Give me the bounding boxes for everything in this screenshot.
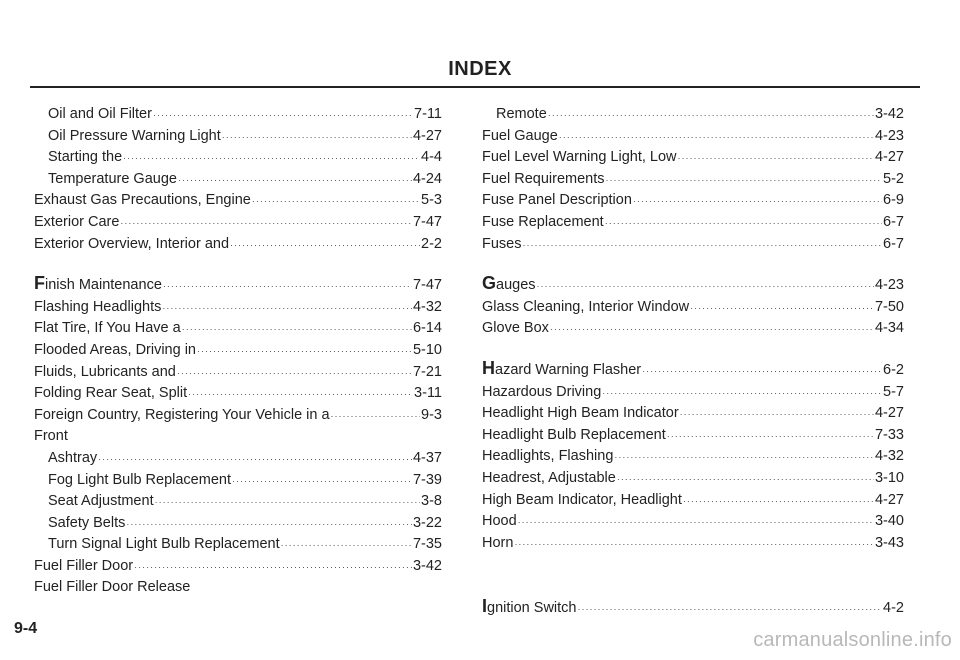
index-entry-page: 4-32	[412, 298, 442, 315]
index-entry-label: High Beam Indicator, Headlight	[482, 491, 682, 508]
index-entry-page: 3-8	[421, 493, 442, 510]
index-entry-page: 4-23	[874, 277, 904, 294]
index-entry-label: Fuses	[482, 235, 522, 252]
index-entry-page: 4-27	[412, 127, 442, 144]
index-entry	[482, 446, 904, 468]
index-entry-label: Exterior Care	[34, 213, 120, 230]
index-entry	[34, 470, 442, 492]
dot-leader	[667, 426, 874, 448]
index-entry	[482, 490, 904, 512]
index-entry	[34, 212, 442, 234]
index-entry	[34, 104, 442, 126]
index-entry	[34, 126, 442, 148]
index-entry	[482, 212, 904, 234]
index-entry-page: 7-50	[874, 298, 904, 315]
index-entry-page: 3-42	[412, 557, 442, 574]
index-entry-label: Hazard Warning Flasher	[482, 357, 642, 378]
dot-leader	[331, 406, 420, 428]
index-entry-page: 3-11	[414, 385, 442, 402]
index-entry-label: Fluids, Lubricants and	[34, 363, 176, 380]
index-entry	[34, 362, 442, 384]
index-entry-page: 4-27	[874, 149, 904, 166]
index-entry-page: 4-32	[874, 448, 904, 465]
index-entry-label: Turn Signal Light Bulb Replacement	[48, 536, 280, 553]
index-entry	[34, 318, 442, 340]
dot-leader	[642, 361, 882, 383]
index-entry-label: Fuel Level Warning Light, Low	[482, 149, 677, 166]
index-entry-label: Ashtray	[48, 449, 98, 466]
dot-leader	[120, 213, 412, 235]
dot-leader	[126, 514, 412, 536]
index-entry-page: 3-43	[874, 534, 904, 551]
index-entry	[34, 234, 442, 256]
page-number: 9-4	[14, 620, 38, 637]
index-entry	[482, 425, 904, 447]
index-entry-page: 9-3	[421, 406, 442, 423]
index-entry-label: Front	[34, 428, 68, 445]
dot-leader	[678, 148, 874, 170]
index-entry-page: 7-47	[412, 213, 442, 230]
dot-leader	[680, 404, 874, 426]
dot-leader	[252, 191, 420, 213]
index-entry-label: Fuse Replacement	[482, 213, 604, 230]
index-entry-label: Glove Box	[482, 320, 549, 337]
index-entry-label: Foreign Country, Registering Your Vehicle in a	[34, 406, 330, 423]
dot-leader	[614, 447, 874, 469]
index-entry	[482, 126, 904, 148]
index-entry	[34, 190, 442, 212]
index-entry	[482, 533, 904, 555]
dot-leader	[548, 105, 874, 127]
dot-leader	[514, 534, 874, 556]
dot-leader	[537, 276, 874, 298]
section-initial: I	[482, 596, 488, 617]
index-entry-page: 5-2	[883, 170, 904, 187]
index-entry-label: Seat Adjustment	[48, 493, 154, 510]
index-right-column	[482, 104, 904, 620]
page-title: INDEX	[448, 58, 512, 80]
index-entry	[482, 169, 904, 191]
dot-leader	[577, 599, 882, 621]
index-entry-page: 6-7	[883, 213, 904, 230]
index-entry-label: Exterior Overview, Interior and	[34, 235, 230, 252]
title-rule	[30, 86, 920, 88]
index-entry-label: Flat Tire, If You Have a	[34, 320, 181, 337]
index-entry	[34, 426, 442, 448]
index-entry	[482, 147, 904, 169]
index-entry-label: Headrest, Adjustable	[482, 469, 616, 486]
index-entry	[34, 340, 442, 362]
index-entry-label: Fuel Requirements	[482, 170, 605, 187]
dot-leader	[162, 298, 412, 320]
index-entry	[482, 234, 904, 256]
dot-leader	[606, 170, 883, 192]
index-entry-page: 7-21	[412, 363, 442, 380]
index-entry-label: Fuse Panel Description	[482, 192, 632, 209]
index-entry	[482, 357, 904, 382]
index-entry-page: 5-10	[412, 341, 442, 358]
dot-leader	[617, 469, 874, 491]
dot-leader	[155, 492, 420, 514]
index-entry-label: Fuel Filler Door Release	[34, 579, 191, 596]
index-entry-page: 7-33	[874, 426, 904, 443]
index-entry-label: Headlight High Beam Indicator	[482, 405, 679, 422]
index-entry-page: 2-2	[421, 235, 442, 252]
index-entry-label: Fog Light Bulb Replacement	[48, 471, 231, 488]
index-entry-page: 6-7	[883, 235, 904, 252]
index-entry-label: Finish Maintenance	[34, 273, 162, 294]
index-entry-label: Starting the	[48, 149, 123, 166]
index-entry-page: 4-37	[412, 449, 442, 466]
dot-leader	[177, 363, 412, 385]
index-entry	[482, 382, 904, 404]
index-entry-label: Remote	[496, 106, 547, 122]
index-entry	[34, 275, 442, 297]
index-entry	[34, 577, 442, 599]
section-initial: F	[34, 273, 45, 294]
index-entry-label: Hazardous Driving	[482, 383, 602, 400]
index-entry	[34, 169, 442, 191]
index-entry-page: 7-11	[414, 106, 442, 122]
dot-leader	[134, 557, 412, 579]
dot-leader	[98, 449, 412, 471]
index-entry-label: Safety Belts	[48, 514, 126, 531]
index-entry-page: 3-42	[874, 106, 904, 122]
dot-leader	[690, 298, 874, 320]
index-entry-page: 5-7	[883, 383, 904, 400]
index-entry-page: 7-35	[412, 536, 442, 553]
index-entry-page: 4-2	[883, 600, 904, 617]
index-entry-label: Gauges	[482, 273, 536, 294]
index-entry	[482, 468, 904, 490]
index-entry	[34, 556, 442, 578]
index-entry-page: 5-3	[421, 192, 442, 209]
dot-leader	[230, 235, 420, 257]
index-entry-page: 3-40	[874, 513, 904, 530]
index-entry-label: Folding Rear Seat, Split	[34, 385, 188, 402]
index-entry	[34, 405, 442, 427]
watermark: carmanualsonline.info	[753, 629, 952, 651]
dot-leader	[602, 383, 882, 405]
index-entry-label: Temperature Gauge	[48, 170, 177, 187]
index-entry-label: Exhaust Gas Precautions, Engine	[34, 192, 251, 209]
dot-leader	[281, 535, 412, 557]
index-entry	[34, 534, 442, 556]
index-entry-page: 4-24	[412, 170, 442, 187]
dot-leader	[232, 471, 412, 493]
dot-leader	[550, 319, 874, 341]
index-entry	[34, 147, 442, 169]
index-entry-page: 3-10	[874, 469, 904, 486]
dot-leader	[188, 384, 413, 406]
dot-leader	[178, 170, 412, 192]
index-entry	[482, 190, 904, 212]
dot-leader	[197, 341, 412, 363]
index-entry-label: Glass Cleaning, Interior Window	[482, 298, 690, 315]
dot-leader	[523, 235, 883, 257]
index-entry-label: Ignition Switch	[482, 596, 577, 617]
dot-leader	[163, 276, 412, 298]
index-entry-page: 4-34	[874, 320, 904, 337]
dot-leader	[222, 127, 412, 149]
dot-leader	[605, 213, 882, 235]
index-entry	[34, 491, 442, 513]
index-entry-label: Flashing Headlights	[34, 298, 162, 315]
index-entry	[482, 403, 904, 425]
index-entry-page: 6-9	[883, 192, 904, 209]
section-initial: G	[482, 273, 497, 294]
index-entry-page: 3-22	[412, 514, 442, 531]
index-entry-page: 4-23	[874, 127, 904, 144]
index-entry	[482, 275, 904, 297]
index-entry-label: Headlight Bulb Replacement	[482, 426, 666, 443]
index-entry	[34, 513, 442, 535]
index-entry-page: 6-14	[412, 320, 442, 337]
dot-leader	[518, 512, 874, 534]
index-entry-page: 7-47	[412, 277, 442, 294]
index-entry-label: Fuel Gauge	[482, 127, 558, 144]
index-entry-label: Hood	[482, 513, 517, 530]
index-entry-label: Fuel Filler Door	[34, 557, 134, 574]
dot-leader	[683, 491, 874, 513]
index-entry	[482, 598, 904, 620]
index-entry-page: 6-2	[883, 361, 904, 378]
index-entry-label: Oil Pressure Warning Light	[48, 127, 221, 144]
section-initial: H	[482, 357, 495, 378]
index-entry-label: Oil and Oil Filter	[48, 106, 152, 122]
index-left-column	[34, 104, 442, 599]
index-entry-page: 4-4	[421, 149, 442, 166]
index-entry	[34, 448, 442, 470]
index-entry	[34, 297, 442, 319]
dot-leader	[153, 105, 413, 127]
index-entry-label: Horn	[482, 534, 514, 551]
dot-leader	[123, 148, 420, 170]
index-entry	[482, 511, 904, 533]
dot-leader	[633, 191, 882, 213]
dot-leader	[559, 127, 874, 149]
index-entry	[482, 318, 904, 340]
index-entry-label: Headlights, Flashing	[482, 448, 614, 465]
index-entry	[34, 383, 442, 405]
index-entry-page: 7-39	[412, 471, 442, 488]
index-entry-page: 4-27	[874, 405, 904, 422]
index-entry	[482, 104, 904, 126]
index-entry-label: Flooded Areas, Driving in	[34, 341, 196, 358]
index-entry-page: 4-27	[874, 491, 904, 508]
index-entry	[482, 297, 904, 319]
dot-leader	[182, 319, 412, 341]
